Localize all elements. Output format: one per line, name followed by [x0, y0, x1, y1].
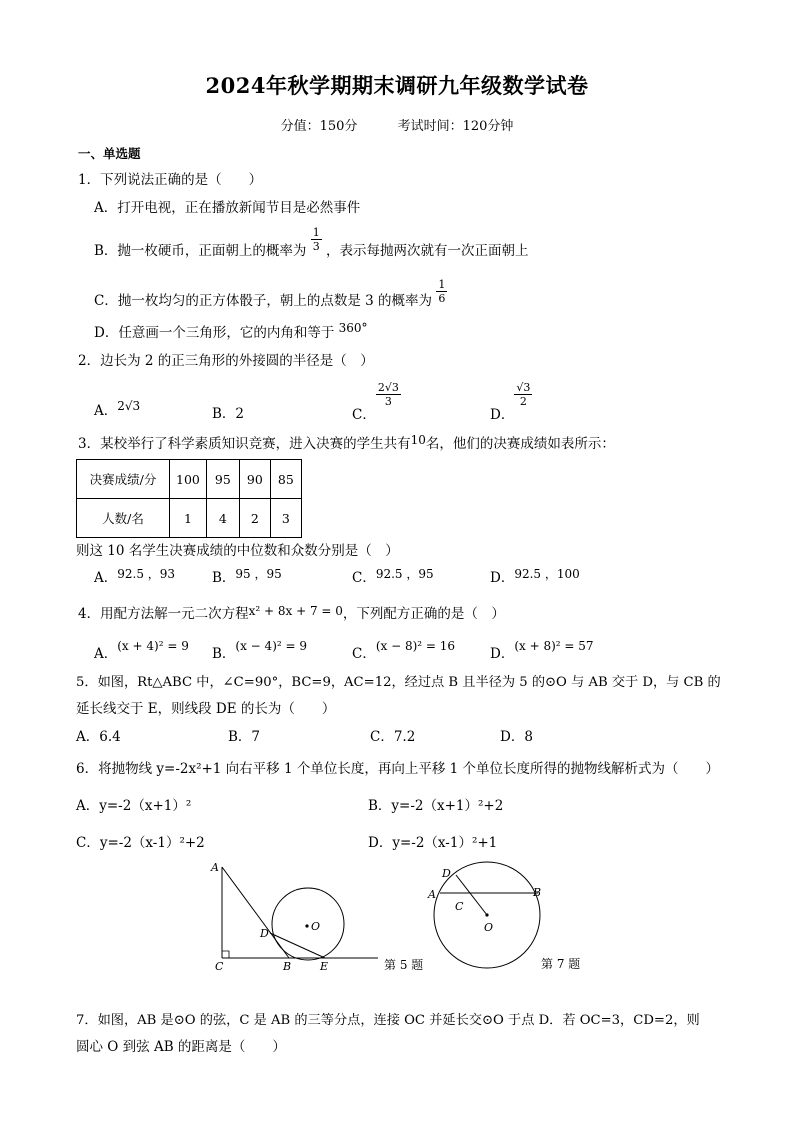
q4-stem-post: ，下列配方正确的是（ ）	[342, 606, 505, 622]
q1-option-a: A．打开电视，正在播放新闻节目是必然事件	[94, 200, 361, 216]
q6-option-d: D．y=-2（x-1）²+1	[368, 835, 498, 851]
fig5-label-a: A	[211, 861, 219, 874]
q4-stem	[78, 602, 505, 622]
q1-c-den: 6	[438, 292, 446, 305]
q1-b-den: 3	[312, 240, 320, 253]
q5-option-d: D．8	[500, 729, 533, 745]
q2-c-label: C．	[352, 407, 376, 423]
table-cell: 85	[270, 460, 301, 499]
score-table	[76, 459, 302, 538]
q1-c-fraction	[436, 278, 447, 305]
q5-line2: 延长线交于 E，则线段 DE 的长为（ ）	[76, 701, 336, 717]
q2-a-label: A．	[94, 403, 118, 419]
fig7-caption: 第 7 题	[541, 957, 581, 971]
figure-q7	[420, 860, 600, 980]
q2-option-c	[352, 381, 401, 423]
table-cell: 1	[170, 499, 207, 538]
fig5-label-b: B	[283, 960, 292, 973]
table-cell: 3	[270, 499, 301, 538]
q1-option-c-pre: C．抛一枚均匀的正方体骰子，朝上的点数是 3 的概率为	[94, 293, 433, 309]
table-cell: 90	[239, 460, 270, 499]
q2-d-label: D．	[490, 407, 515, 423]
fig5-segment-de	[270, 933, 325, 958]
q7-line2: 圆心 O 到弦 AB 的距离是（ ）	[76, 1039, 286, 1055]
q6-option-b: B．y=-2（x+1）²+2	[368, 798, 504, 814]
q3-b-label: B．	[212, 570, 236, 586]
q4-b-value: (x − 4)² = 9	[235, 639, 307, 653]
q2-a-value: 2√3	[117, 399, 141, 413]
fig5-label-c: C	[215, 960, 224, 973]
fig5-label-e: E	[320, 960, 329, 973]
fig7-label-d: D	[442, 867, 451, 880]
fig7-label-a: A	[428, 888, 436, 901]
q4-c-label: C．	[352, 646, 376, 662]
q5-option-c: C．7.2	[370, 729, 416, 745]
q3-c-label: C．	[352, 570, 376, 586]
fig5-center-dot	[305, 924, 308, 927]
table-cell: 100	[170, 460, 207, 499]
q1-option-d	[94, 321, 368, 341]
q2-c-fraction	[376, 381, 401, 408]
q1-b-num: 1	[312, 226, 320, 239]
q3-stem-pre: 3．某校举行了科学素质知识竞赛，进入决赛的学生共有	[78, 436, 411, 452]
q4-d-label: D．	[490, 646, 515, 662]
q6-option-a: A．y=-2（x+1）²	[76, 798, 192, 814]
q3-option-d	[490, 566, 580, 586]
q3-d-value: 92.5 ，100	[514, 567, 580, 581]
q4-option-c	[352, 639, 456, 662]
q3-b-value: 95 ，95	[235, 567, 282, 581]
q2-stem: 2．边长为 2 的正三角形的外接圆的半径是（ ）	[78, 353, 374, 369]
fig7-center-dot	[485, 913, 488, 916]
time-info: 考试时间：120分钟	[397, 119, 514, 134]
section-heading: 一、单选题	[78, 146, 141, 161]
q3-follow: 则这 10 名学生决赛成绩的中位数和众数分别是（ ）	[76, 543, 399, 559]
q1-option-b	[94, 226, 529, 265]
q4-option-b	[212, 639, 307, 662]
fig7-label-b: B	[533, 886, 542, 899]
q3-a-label: A．	[94, 570, 118, 586]
table-cell: 4	[206, 499, 239, 538]
fig5-label-d: D	[260, 927, 269, 940]
q4-option-a	[94, 639, 189, 662]
q3-option-c	[352, 566, 434, 586]
q4-a-label: A．	[94, 646, 118, 662]
q2-d-den: 2	[519, 395, 527, 408]
q6-stem: 6．将抛物线 y=-2x²+1 向右平移 1 个单位长度，再向上平移 1 个单位长度所得的抛物线解析式为（ ）	[76, 761, 720, 777]
fig5-right-angle	[222, 951, 229, 958]
q7-line1: 7．如图，AB 是⊙O 的弦，C 是 AB 的三等分点，连接 OC 并延长交⊙O 于点 D．若 OC=3，CD=2，则	[76, 1013, 700, 1028]
fig5-label-o: O	[311, 920, 321, 933]
q3-stem-num: 10	[410, 433, 426, 447]
fig5-circle	[272, 888, 344, 960]
q3-d-label: D．	[490, 570, 515, 586]
q2-c-num: 2√3	[377, 381, 399, 394]
q3-stem	[78, 432, 615, 452]
q1-b-fraction	[311, 226, 322, 253]
q2-c-den: 3	[384, 395, 392, 408]
q1-d-value: 360°	[338, 321, 368, 335]
q3-a-value: 92.5 ，93	[117, 567, 176, 581]
q4-stem-pre: 4．用配方法解一元二次方程	[78, 606, 249, 622]
q2-option-b: B．2	[212, 406, 245, 422]
q1-stem: 1．下列说法正确的是（ ）	[78, 172, 263, 188]
q4-d-value: (x + 8)² = 57	[514, 639, 594, 653]
q6-option-c: C．y=-2（x-1）²+2	[76, 835, 205, 851]
q5-option-a: A．6.4	[76, 729, 121, 745]
fig7-label-c: C	[455, 900, 464, 913]
table-cell: 2	[239, 499, 270, 538]
page-title: 2024年秋学期期末调研九年级数学试卷	[205, 73, 589, 98]
q5-option-b: B．7	[228, 729, 261, 745]
figure-q5	[200, 855, 440, 980]
fig5-hypotenuse-ab	[222, 867, 289, 958]
q3-c-value: 92.5 ，95	[375, 567, 434, 581]
q1-option-c	[94, 278, 447, 315]
table-cell: 95	[206, 460, 239, 499]
q1-option-d-text: D．任意画一个三角形，它的内角和等于	[94, 325, 335, 341]
table-row	[77, 499, 302, 538]
q4-a-value: (x + 4)² = 9	[117, 639, 189, 653]
fig5-caption: 第 5 题	[384, 958, 424, 972]
q2-option-d	[490, 381, 532, 423]
q3-option-a	[94, 566, 175, 586]
exam-meta	[0, 115, 794, 134]
table-cell: 人数/名	[77, 499, 170, 538]
q2-option-a	[94, 399, 140, 419]
q4-b-label: B．	[212, 646, 236, 662]
q3-option-b	[212, 566, 282, 586]
q3-stem-post: 名，他们的决赛成绩如表所示：	[425, 436, 615, 452]
q2-d-fraction	[514, 381, 532, 408]
q4-option-d	[490, 639, 594, 662]
q2-d-num: √3	[516, 381, 531, 394]
q1-c-num: 1	[438, 278, 446, 291]
q4-equation: x² + 8x + 7 = 0	[248, 604, 343, 618]
q5-line1: 5．如图，Rt△ABC 中，∠C=90°，BC=9，AC=12，经过点 B 且半径为 5 的⊙O 与 AB 交于 D，与 CB 的	[76, 675, 721, 690]
q1-option-b-pre: B．抛一枚硬币，正面朝上的概率为	[94, 243, 307, 259]
table-row	[77, 460, 302, 499]
q4-c-value: (x − 8)² = 16	[375, 639, 456, 653]
table-cell: 决赛成绩/分	[77, 460, 170, 499]
score-info: 分值：150分	[280, 119, 358, 134]
q1-option-b-post: ，表示每抛两次就有一次正面朝上	[326, 243, 529, 259]
fig7-label-o: O	[484, 921, 494, 934]
